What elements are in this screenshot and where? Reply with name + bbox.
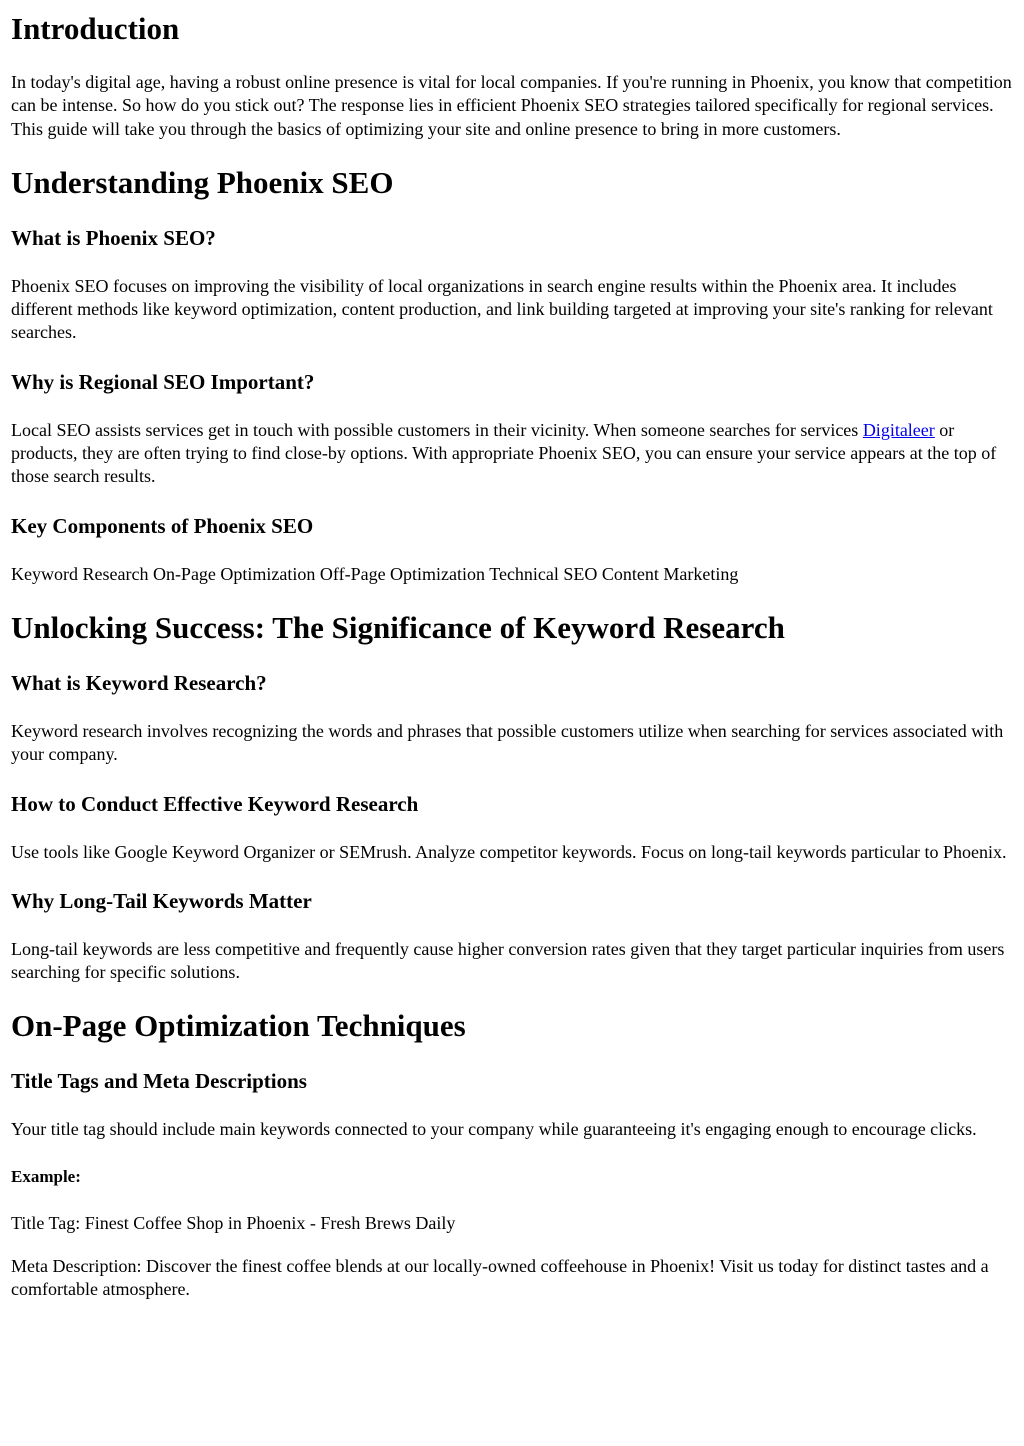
what-is-keyword-research-heading: What is Keyword Research? [11,670,267,695]
what-is-phoenix-seo-paragraph: Phoenix SEO focuses on improving the visibility of local organizations in search engine results within the Phoenix area. It includes different methods like keyword optimization, content production, and link building targeted at improving your site's ranking for relevant searches. [11,275,993,343]
digitaleer-link[interactable]: Digitaleer [862,419,935,440]
why-regional-text-after-link: or products, they are often trying to find close-by options. With appropriate Phoenix SEO, you can ensure your service appears at the top of those search results. [11,419,997,487]
understanding-phoenix-seo-heading: Understanding Phoenix SEO [11,164,394,200]
why-long-tail-keywords-heading: Why Long-Tail Keywords Matter [11,888,312,913]
how-to-conduct-keyword-research-paragraph: Use tools like Google Keyword Organizer or SEMrush. Analyze competitor keywords. Focus on long-tail keywords particular to Phoenix. [11,841,1007,862]
what-is-keyword-research-paragraph: Keyword research involves recognizing the words and phrases that possible customers utilize when searching for services associated with your company. [11,720,1004,765]
key-components-paragraph: Keyword Research On-Page Optimization Off-Page Optimization Technical SEO Content Marketing [11,563,739,584]
introduction-paragraph: In today's digital age, having a robust online presence is vital for local companies. If you're running in Phoenix, you know that competition can be intense. So how do you stick out? The response lies in efficient Phoenix SEO strategies tailored specifically for regional services. This guide will take you through the basics of optimizing your site and online presence to bring in more customers. [11,72,1012,139]
why-regional-seo-heading: Why is Regional SEO Important? [11,369,315,394]
example-heading: Example: [11,1166,81,1186]
on-page-optimization-heading: On-Page Optimization Techniques [11,1008,466,1044]
why-regional-seo-paragraph [11,419,1014,489]
title-tags-paragraph: Your title tag should include main keywords connected to your company while guaranteeing it's engaging enough to encourage clicks. [11,1119,977,1140]
meta-description-example: Meta Description: Discover the finest coffee blends at our locally-owned coffeehouse in Phoenix! Visit us today for distinct tastes and a comfortable atmosphere. [11,1256,989,1300]
key-components-heading: Key Components of Phoenix SEO [11,513,314,538]
unlocking-success-heading: Unlocking Success: The Significance of Keyword Research [11,609,785,645]
how-to-conduct-keyword-research-heading: How to Conduct Effective Keyword Research [11,791,419,816]
title-tags-heading: Title Tags and Meta Descriptions [11,1069,307,1094]
title-tag-example: Title Tag: Finest Coffee Shop in Phoenix - Fresh Brews Daily [11,1212,456,1233]
why-long-tail-keywords-paragraph: Long-tail keywords are less competitive and frequently cause higher conversion rates given that they target particular inquiries from users searching for specific solutions. [11,938,1005,983]
why-regional-text-before-link: Local SEO assists services get in touch with possible customers in their vicinity. When someone searches for services [11,419,863,440]
what-is-phoenix-seo-heading: What is Phoenix SEO? [11,225,216,250]
introduction-heading: Introduction [11,11,180,46]
